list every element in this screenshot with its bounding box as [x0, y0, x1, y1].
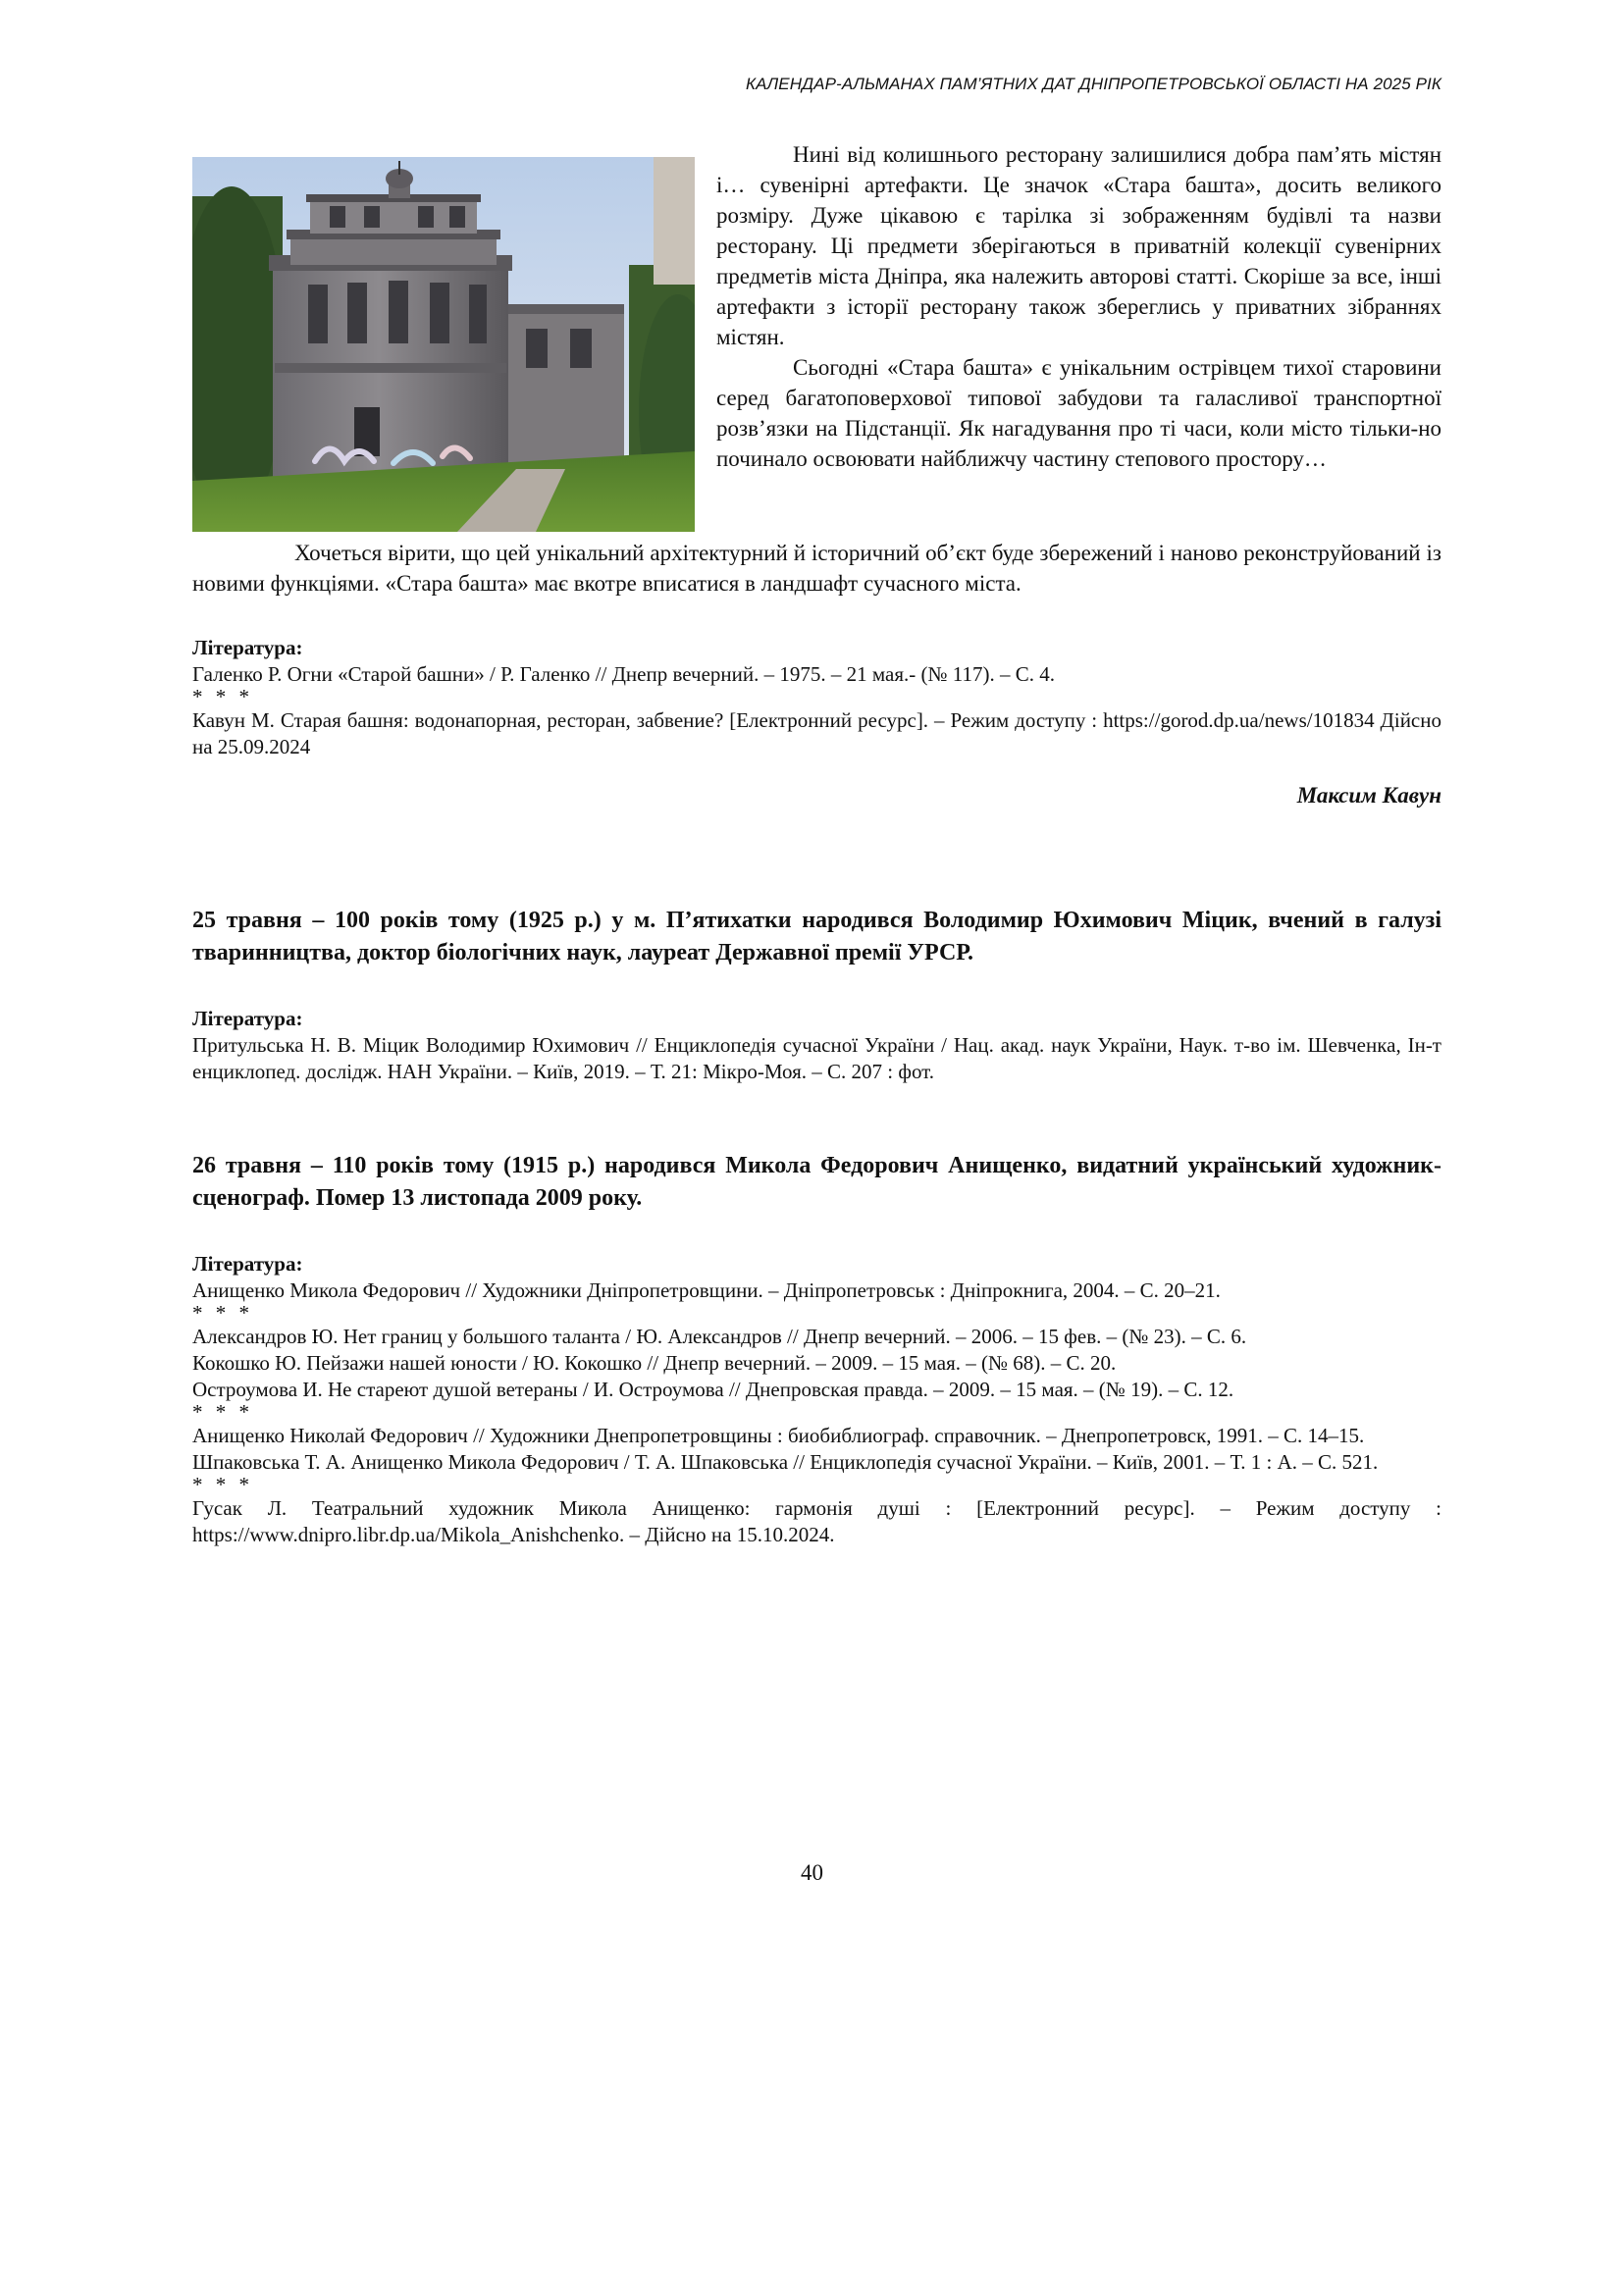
article-paragraph-2: Сьогодні «Стара башта» є унікальним острівцем тихої старовини серед багатоповерхової типової забудови та галасливої транспортної розв’язки на Підстанції. Як нагадування про ті часи, коли місто тільки-но починало освоювати найближчу частину степового простору… [716, 355, 1441, 471]
literature-item: Галенко Р. Огни «Старой башни» / Р. Галенко // Днепр вечерний. – 1975. – 21 мая.- (№ 117). – С. 4. [192, 662, 1056, 686]
calendar-entry-2 [192, 1150, 1441, 1548]
literature-item: Анищенко Микола Федорович // Художники Дніпропетровщини. – Дніпропетровськ : Дніпрокнига, 2004. – С. 20–21. [192, 1278, 1221, 1302]
literature-heading: Література: [192, 1252, 303, 1276]
literature-heading: Література: [192, 1007, 303, 1030]
literature-item: Анищенко Николай Федорович // Художники Днепропетровщины : биобиблиограф. справочник. – Днепропетровск, 1991. – С. 14–15. [192, 1424, 1365, 1447]
literature-item: Кавун М. Старая башня: водонапорная, ресторан, забвение? [Електронний ресурс]. – Режим доступу : https://gorod.dp.ua/news/101834 Дійсно на 25.09.2024 [192, 708, 1441, 758]
article-literature [192, 634, 1441, 760]
running-header: КАЛЕНДАР-АЛЬМАНАХ ПАМ’ЯТНИХ ДАТ ДНІПРОПЕТРОВСЬКОЇ ОБЛАСТІ НА 2025 РІК [745, 75, 1441, 93]
article-paragraph-1: Нині від колишнього ресторану залишилися добра пам’ять містян і… сувенірні артефакти. Це значок «Стара башта», досить великого розміру. Дуже цікавою є тарілка зі зображенням будівлі та назви ресторану. Ці предмети зберігаються в приватній колекції сувенірних предметів міста Дніпра, яка належить авторові статті. Скоріше за все, інші артефакти з історії ресторану також збереглись у приватних зібраннях містян. [716, 142, 1441, 349]
literature-separator: * * * [192, 1301, 253, 1325]
entry-title: 25 травня – 100 років тому (1925 р.) у м. П’ятихатки народився Володимир Юхимович Міцик, вчений в галузі тваринництва, доктор біологічних наук, лауреат Державної премії УРСР. [192, 908, 1441, 965]
old-tower-photo [192, 157, 695, 532]
entry-title: 26 травня – 110 років тому (1915 р.) народився Микола Федорович Анищенко, видатний український художник-сценограф. Помер 13 листопада 2009 року. [192, 1153, 1441, 1211]
calendar-entry-1 [192, 905, 1441, 1085]
literature-item: Шпаковська Т. А. Анищенко Микола Федорович / Т. А. Шпаковська // Енциклопедія сучасної України. – Київ, 2001. – Т. 1 : А. – С. 521. [192, 1450, 1379, 1474]
page-content [192, 139, 1441, 1548]
literature-item: Александров Ю. Нет границ у большого таланта / Ю. Александров // Днепр вечерний. – 2006. – 15 фев. – (№ 23). – С. 6. [192, 1325, 1247, 1348]
page-number: 40 [801, 1860, 823, 1885]
literature-separator: * * * [192, 1473, 253, 1496]
literature-heading: Література: [192, 636, 303, 659]
literature-item: Кокошко Ю. Пейзажи нашей юности / Ю. Кокошко // Днепр вечерний. – 2009. – 15 мая. – (№ 68). – С. 20. [192, 1351, 1117, 1375]
literature-item: Остроумова И. Не стареют душой ветераны / И. Остроумова // Днепровская правда. – 2009. – 15 мая. – (№ 19). – С. 12. [192, 1378, 1234, 1401]
article-author: Максим Кавун [1296, 783, 1441, 808]
literature-item: Притульська Н. В. Міцик Володимир Юхимович // Енциклопедія сучасної України / Нац. акад. наук України, Наук. т-во ім. Шевченка, Ін-т енциклопед. дослідж. НАН України. – Київ, 2019. – Т. 21: Мікро-Моя. – С. 207 : фот. [192, 1033, 1441, 1083]
article-paragraph-3: Хочеться вірити, що цей унікальний архітектурний й історичний об’єкт буде збережений і наново реконструйований із новими функціями. «Стара башта» має вкотре вписатися в ландшафт сучасного міста. [192, 541, 1441, 596]
literature-item: Гусак Л. Театральний художник Микола Анищенко: гармонія душі : [Електронний ресурс]. – Режим доступу : https://www.dnipro.libr.dp.ua/Mikola_Anishchenko. – Дійсно на 15.10.2024. [192, 1496, 1441, 1546]
literature-separator: * * * [192, 685, 253, 708]
literature-separator: * * * [192, 1400, 253, 1424]
